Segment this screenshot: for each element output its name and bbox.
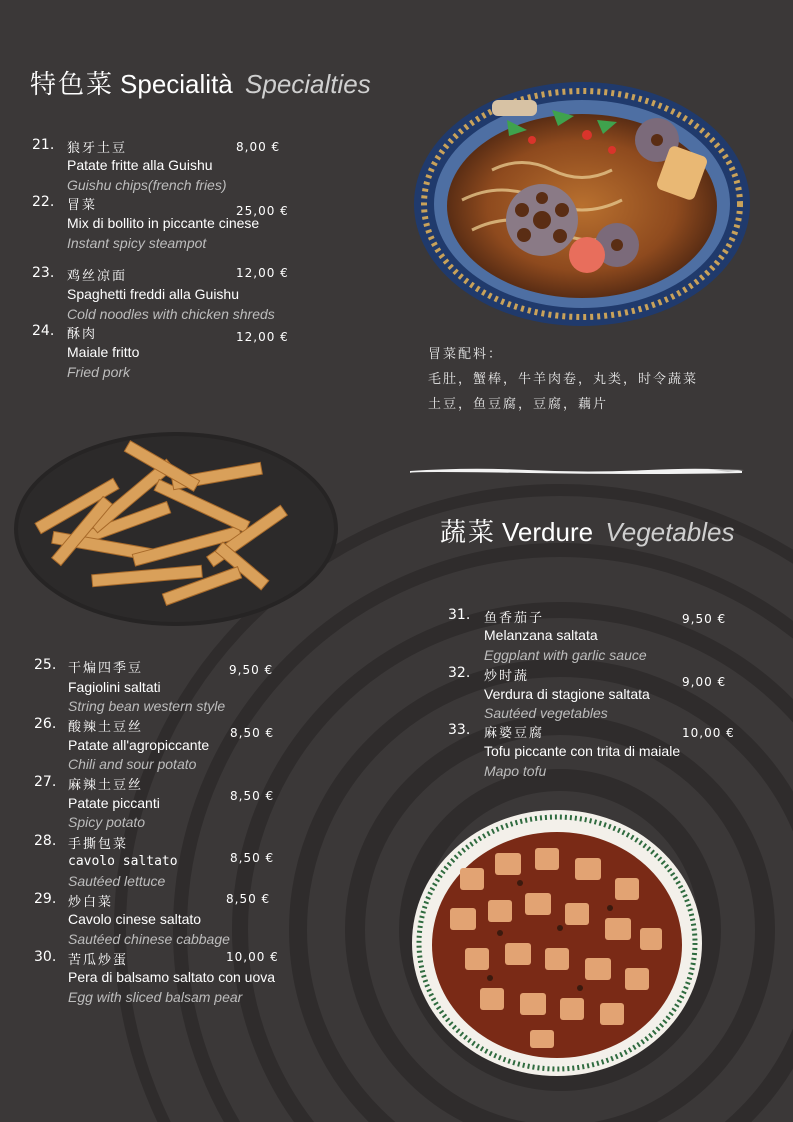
item-chinese-name: 炒白菜 bbox=[68, 895, 114, 910]
vegetables-title-it: Verdure bbox=[502, 517, 594, 547]
item-number: 31. bbox=[448, 607, 471, 623]
item-english-name: Spicy potato bbox=[68, 814, 146, 830]
item-price: 8,00 € bbox=[236, 140, 281, 154]
item-number: 33. bbox=[448, 722, 471, 738]
vegetables-title-en: Vegetables bbox=[605, 517, 735, 547]
steampot-photo bbox=[412, 80, 752, 328]
fries-photo bbox=[12, 430, 340, 628]
item-english-name: Instant spicy steampot bbox=[67, 235, 207, 251]
item-chinese-name: 手撕包菜 bbox=[68, 837, 129, 852]
item-price: 9,50 € bbox=[229, 663, 274, 677]
item-number: 29. bbox=[34, 891, 57, 907]
item-italian-name: Melanzana saltata bbox=[484, 627, 598, 643]
item-italian-name: Fagiolini saltati bbox=[68, 679, 161, 695]
item-english-name: Sautéed lettuce bbox=[68, 873, 166, 889]
item-number: 30. bbox=[34, 949, 57, 965]
item-english-name: String bean western style bbox=[68, 698, 226, 714]
specialties-title bbox=[30, 64, 371, 101]
item-price: 8,50 € bbox=[226, 892, 271, 906]
item-italian-name: Patate piccanti bbox=[68, 795, 160, 811]
item-number: 28. bbox=[34, 833, 57, 849]
item-number: 26. bbox=[34, 716, 57, 732]
item-italian-name: cavolo saltato bbox=[68, 854, 178, 869]
item-price: 10,00 € bbox=[226, 950, 279, 964]
item-italian-name: Pera di balsamo saltato con uova bbox=[68, 969, 276, 985]
specialties-title-zh: 特色菜 bbox=[30, 70, 115, 100]
item-number: 25. bbox=[34, 657, 57, 673]
item-english-name: Fried pork bbox=[67, 364, 131, 380]
item-italian-name: Mix di bollito in piccante cinese bbox=[67, 215, 260, 231]
item-price: 12,00 € bbox=[236, 266, 289, 280]
item-number: 24. bbox=[32, 323, 55, 339]
item-chinese-name: 狼牙土豆 bbox=[67, 141, 128, 156]
item-english-name: Sautéed chinese cabbage bbox=[68, 931, 230, 947]
item-number: 22. bbox=[32, 194, 55, 210]
item-italian-name: Spaghetti freddi alla Guishu bbox=[67, 286, 239, 302]
ingredients-heading: 冒菜配料： bbox=[428, 347, 504, 362]
item-chinese-name: 冒菜 bbox=[67, 198, 98, 213]
item-english-name: Cold noodles with chicken shreds bbox=[67, 306, 275, 322]
item-chinese-name: 鱼香茄子 bbox=[484, 611, 545, 626]
vegetables-title bbox=[440, 512, 735, 549]
item-italian-name: Patate fritte alla Guishu bbox=[67, 157, 213, 173]
item-price: 9,00 € bbox=[682, 675, 727, 689]
item-price: 8,50 € bbox=[230, 789, 275, 803]
ingredients-note bbox=[428, 342, 698, 417]
mapo-tofu-photo bbox=[410, 808, 705, 1078]
item-english-name: Egg with sliced balsam pear bbox=[68, 989, 243, 1005]
vegetables-title-zh: 蔬菜 bbox=[440, 518, 497, 548]
item-chinese-name: 麻辣土豆丝 bbox=[68, 778, 144, 793]
item-price: 25,00 € bbox=[236, 204, 289, 218]
ingredients-line-2: 土豆，鱼豆腐，豆腐，藕片 bbox=[428, 397, 609, 412]
item-italian-name: Patate all'agropiccante bbox=[68, 737, 210, 753]
item-italian-name: Verdura di stagione saltata bbox=[484, 686, 650, 702]
item-price: 10,00 € bbox=[682, 726, 735, 740]
item-english-name: Sautéed vegetables bbox=[484, 705, 608, 721]
item-number: 32. bbox=[448, 665, 471, 681]
specialties-title-en: Specialties bbox=[245, 69, 371, 99]
item-chinese-name: 酥肉 bbox=[67, 327, 98, 342]
item-price: 8,50 € bbox=[230, 851, 275, 865]
item-number: 23. bbox=[32, 265, 55, 281]
item-price: 9,50 € bbox=[682, 612, 727, 626]
ingredients-line-1: 毛肚，蟹棒，牛羊肉卷，丸类，时令蔬菜 bbox=[428, 372, 699, 387]
item-italian-name: Maiale fritto bbox=[67, 344, 140, 360]
item-english-name: Guishu chips(french fries) bbox=[67, 177, 227, 193]
item-english-name: Eggplant with garlic sauce bbox=[484, 647, 647, 663]
item-chinese-name: 鸡丝凉面 bbox=[67, 269, 128, 284]
item-number: 21. bbox=[32, 137, 55, 153]
item-price: 8,50 € bbox=[230, 726, 275, 740]
item-chinese-name: 酸辣土豆丝 bbox=[68, 720, 144, 735]
item-chinese-name: 麻婆豆腐 bbox=[484, 726, 545, 741]
item-english-name: Mapo tofu bbox=[484, 763, 547, 779]
item-english-name: Chili and sour potato bbox=[68, 756, 197, 772]
item-chinese-name: 干煸四季豆 bbox=[68, 661, 144, 676]
item-italian-name: Tofu piccante con trita di maiale bbox=[484, 743, 681, 759]
item-italian-name: Cavolo cinese saltato bbox=[68, 911, 202, 927]
brush-divider bbox=[408, 466, 744, 476]
specialties-title-it: Specialità bbox=[120, 69, 233, 99]
item-price: 12,00 € bbox=[236, 330, 289, 344]
item-number: 27. bbox=[34, 774, 57, 790]
item-chinese-name: 炒时蔬 bbox=[484, 669, 530, 684]
item-chinese-name: 苦瓜炒蛋 bbox=[68, 953, 129, 968]
